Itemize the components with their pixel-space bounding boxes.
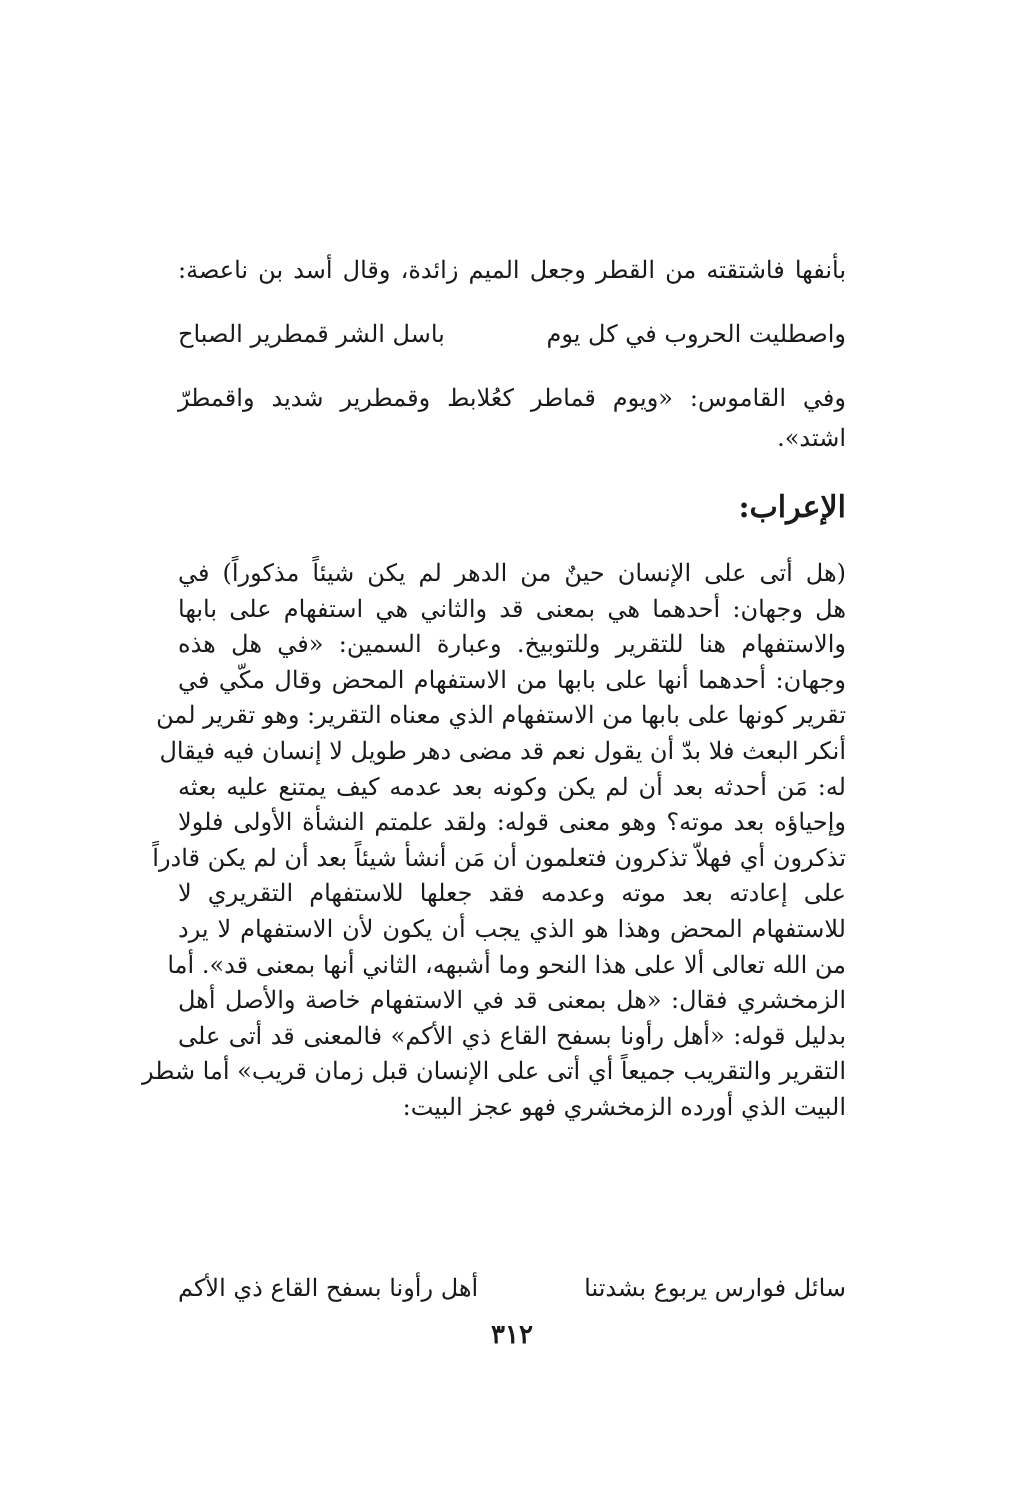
intro-verse [178, 302, 846, 366]
paragraph-line: البيت الذي أورده الزمخشري فهو عجز البيت: [402, 1092, 846, 1121]
parsing-paragraph [142, 556, 846, 1126]
paragraph-line: أنكر البعث فلا بدّ أن يقول نعم قد مضى دهر طويل لا إنسان فيه فيقال [159, 736, 846, 765]
paragraph-line: على إعادته بعد موته وعدمه فقد جعلها للاستفهام التقريري لا [178, 879, 846, 908]
paragraph-line: (هل أتى على الإنسان حينٌ من الدهر لم يكن شيئاً مذكوراً) في [178, 559, 846, 587]
paragraph-line: الزمخشري فقال: «هل بمعنى قد في الاستفهام خاصة والأصل أهل [178, 986, 846, 1015]
intro-block [178, 238, 846, 458]
paragraph-line: له: مَن أحدثه بعد أن لم يكن وكونه بعد عدمه كيف يمتنع عليه بعثه [178, 772, 846, 801]
paragraph-line: تذكرون أي فهلاّ تذكرون فتعلمون أن مَن أنشأ شيئاً بعد أن لم يكن قادراً [152, 843, 846, 872]
closing-verse [178, 1268, 846, 1308]
paragraph-line: بدليل قوله: «أهل رأونا بسفح القاع ذي الأكم» فالمعنى قد أتى على [178, 1021, 846, 1050]
dictionary-quote-end: اشتد». [777, 424, 846, 452]
paragraph-line: من الله تعالى ألا على هذا النحو وما أشبهه، الثاني أنها بمعنى قد». أما [167, 950, 846, 979]
verse-first-hemistich: سائل فوارس يربوع بشدتنا [584, 1274, 846, 1302]
dictionary-quote-line: وفي القاموس: «ويوم قماطر كعُلابط وقمطرير شديد واقمطرّ [178, 384, 846, 412]
page-number: ٣١٢ [491, 1320, 533, 1350]
intro-line: بأنفها فاشتقته من القطر وجعل الميم زائدة، وقال أسد بن ناعصة: [178, 256, 846, 284]
verse-second-hemistich: باسل الشر قمطرير الصباح [178, 320, 445, 348]
verse-second-hemistich: أهل رأونا بسفح القاع ذي الأكم [178, 1274, 479, 1302]
paragraph-line: التقرير والتقريب جميعاً أي أتى على الإنسان قبل زمان قريب» أما شطر [142, 1057, 846, 1086]
paragraph-line: والاستفهام هنا للتقرير وللتوبيخ. وعبارة السمين: «في هل هذه [178, 630, 846, 659]
paragraph-line: للاستفهام المحض وهذا هو الذي يجب أن يكون لأن الاستفهام لا يرد [178, 914, 846, 943]
verse-first-hemistich: واصطليت الحروب في كل يوم [546, 320, 846, 348]
paragraph-line: وإحياؤه بعد موته؟ وهو معنى قوله: ولقد علمتم النشأة الأولى فلولا [178, 808, 846, 837]
paragraph-line: وجهان: أحدهما أنها على بابها من الاستفهام المحض وقال مكّي في [178, 665, 846, 694]
paragraph-line: تقرير كونها على بابها من الاستفهام الذي معناه التقرير: وهو تقرير لمن [156, 701, 846, 730]
paragraph-line: هل وجهان: أحدهما هي بمعنى قد والثاني هي استفهام على بابها [178, 594, 846, 623]
section-heading: الإعراب: [738, 490, 846, 525]
